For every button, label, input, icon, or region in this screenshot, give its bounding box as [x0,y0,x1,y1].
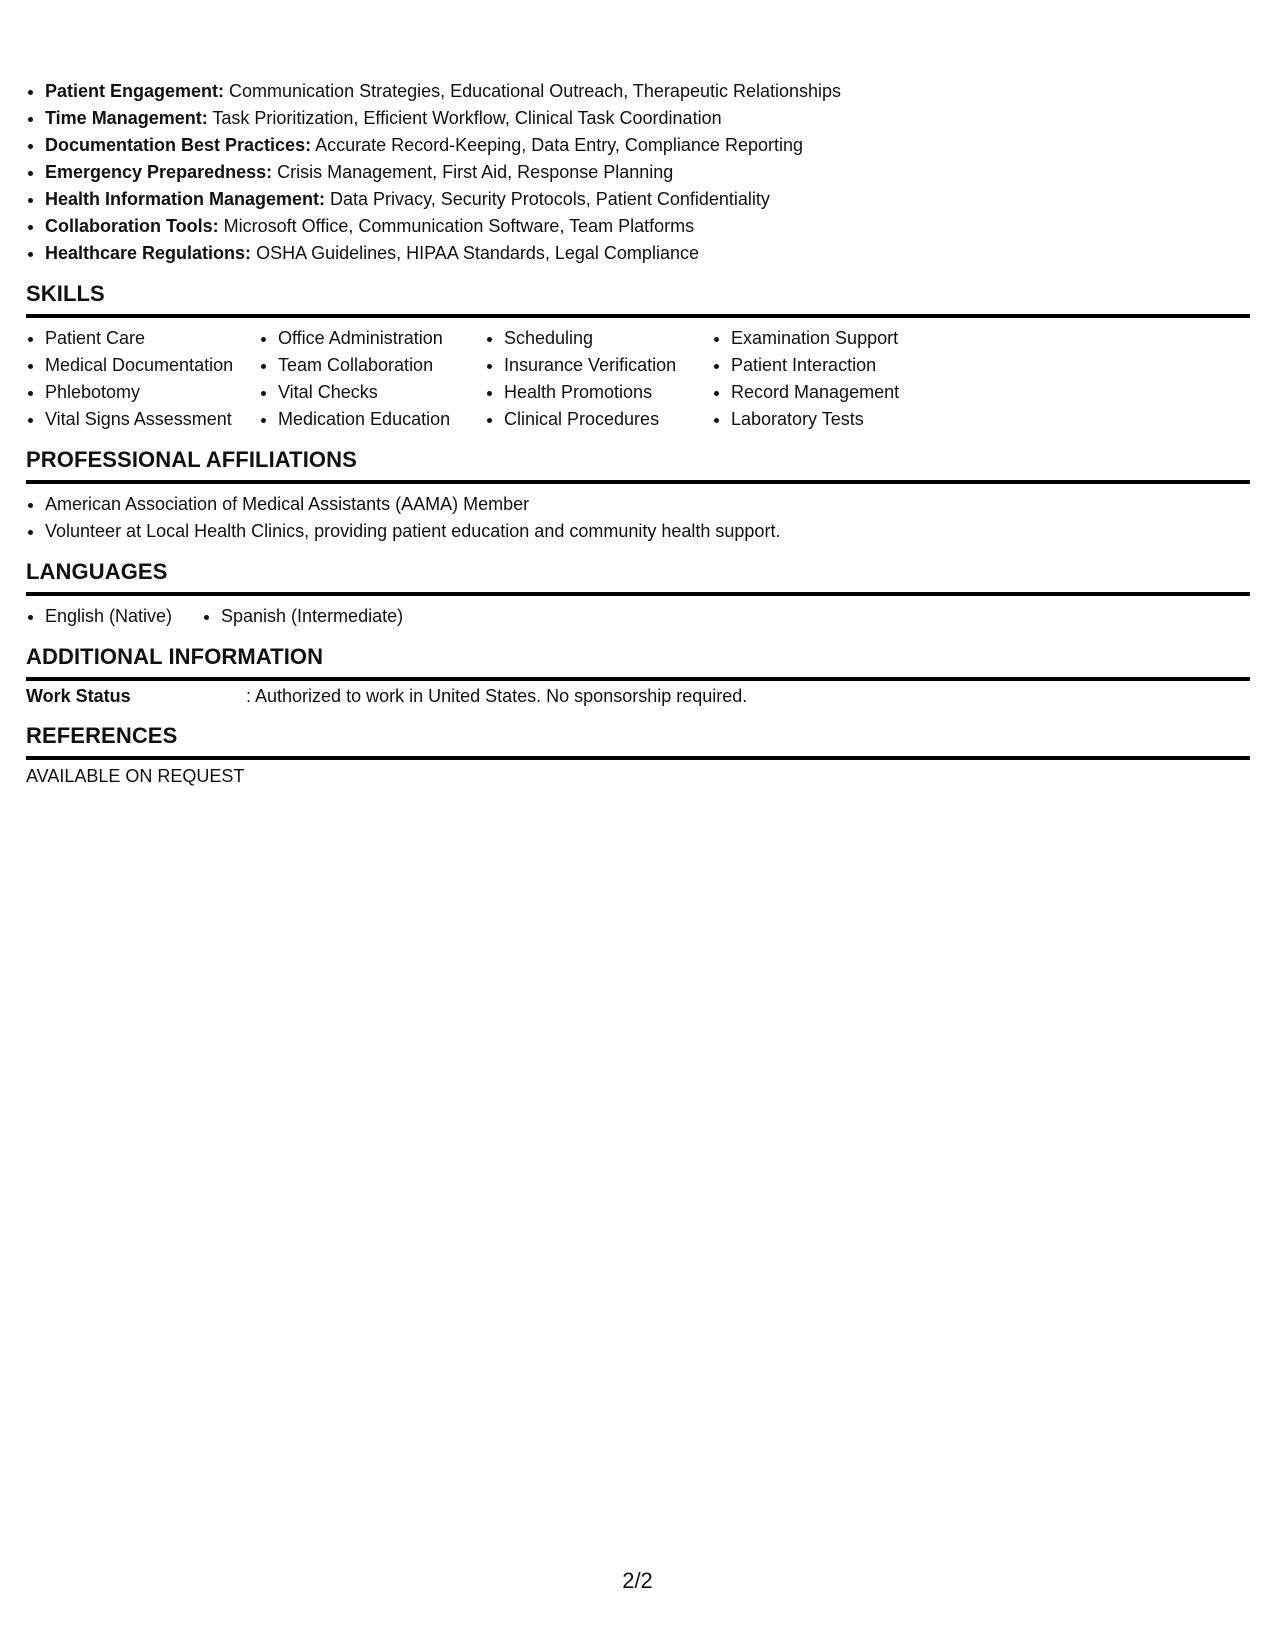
list-item: • Volunteer at Local Health Clinics, providing patient education and community health support. [45,518,1250,545]
competency-text: Crisis Management, First Aid, Response Planning [272,162,674,182]
language-item: • English (Native) [45,603,202,630]
competency-text: Microsoft Office, Communication Software, Team Platforms [218,216,695,236]
section-title-references: REFERENCES [26,722,1250,760]
skill-item: • Patient Interaction [731,352,951,379]
skills-column [712,325,951,433]
list-item [45,159,1250,186]
section-title-skills: SKILLS [26,280,1250,318]
competency-label: Emergency Preparedness: [45,162,273,182]
competency-label: Collaboration Tools: [45,216,219,236]
page-number: 2/2 [622,1568,653,1593]
competency-text: Data Privacy, Security Protocols, Patient Confidentiality [325,189,770,209]
competencies-list [26,78,1250,267]
skills-section [26,280,1250,433]
section-title-languages: LANGUAGES [26,558,1250,596]
languages-section [26,558,1250,630]
additional-info-section [26,643,1250,709]
references-section [26,722,1250,789]
list-item [45,213,1250,240]
languages-column [26,603,202,630]
list-item: • American Association of Medical Assistants (AAMA) Member [45,491,1250,518]
competency-text: Communication Strategies, Educational Outreach, Therapeutic Relationships [224,81,842,101]
skill-item: • Office Administration [278,325,485,352]
skill-item: • Scheduling [504,325,712,352]
skill-item: • Laboratory Tests [731,406,951,433]
competency-label: Documentation Best Practices: [45,135,312,155]
languages-row [26,596,1250,630]
skills-grid [26,318,1250,433]
competency-text: OSHA Guidelines, HIPAA Standards, Legal Compliance [251,243,699,263]
skill-item: • Patient Care [45,325,259,352]
skill-item: • Vital Signs Assessment [45,406,259,433]
work-status-value: : Authorized to work in United States. No sponsorship required. [246,686,748,706]
skills-column [26,325,259,433]
competency-label: Health Information Management: [45,189,326,209]
skills-column [485,325,712,433]
affiliations-list [26,491,1250,545]
list-item [45,240,1250,267]
competency-text: Task Prioritization, Efficient Workflow, Clinical Task Coordination [207,108,722,128]
skill-item: • Health Promotions [504,379,712,406]
language-item: • Spanish (Intermediate) [221,603,403,630]
skill-item: • Team Collaboration [278,352,485,379]
skill-item: • Examination Support [731,325,951,352]
competency-text: Accurate Record-Keeping, Data Entry, Compliance Reporting [311,135,803,155]
skill-item: • Clinical Procedures [504,406,712,433]
skills-column [259,325,485,433]
skill-item: • Medication Education [278,406,485,433]
competency-label: Time Management: [45,108,208,128]
skill-item: • Insurance Verification [504,352,712,379]
list-item [45,132,1250,159]
competency-label: Patient Engagement: [45,81,225,101]
skill-item: • Medical Documentation [45,352,259,379]
list-item [45,186,1250,213]
work-status-label: Work Status [26,686,131,706]
section-title-additional-info: ADDITIONAL INFORMATION [26,643,1250,681]
skill-item: • Vital Checks [278,379,485,406]
work-status-row [26,681,1250,709]
section-title-affiliations: PROFESSIONAL AFFILIATIONS [26,446,1250,484]
references-text: AVAILABLE ON REQUEST [26,766,245,786]
affiliations-section [26,446,1250,545]
skill-item: • Record Management [731,379,951,406]
resume-page [26,78,1250,789]
list-item [45,105,1250,132]
competency-label: Healthcare Regulations: [45,243,252,263]
languages-column [202,603,403,630]
skill-item: • Phlebotomy [45,379,259,406]
list-item [45,78,1250,105]
